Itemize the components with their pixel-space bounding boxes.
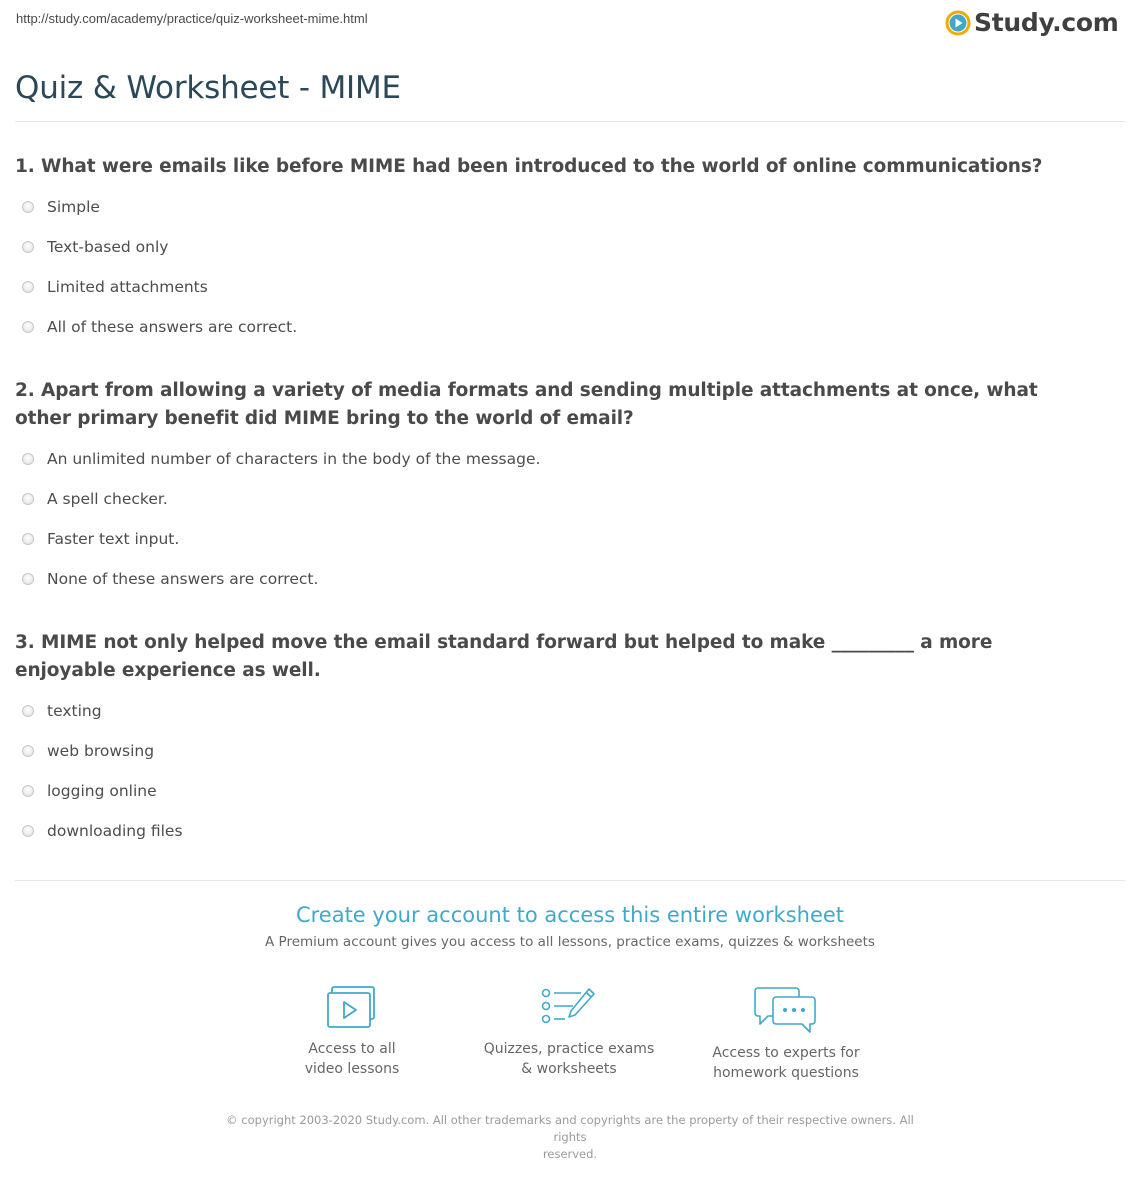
- answer-option[interactable]: [22, 530, 179, 548]
- answer-option[interactable]: [22, 450, 540, 468]
- answer-label: Simple: [47, 198, 100, 216]
- answer-label: texting: [47, 702, 102, 720]
- answer-option[interactable]: [22, 702, 102, 720]
- question-1: 1. What were emails like before MIME had been introduced to the world of online communications?: [15, 156, 1043, 177]
- question-3: 3. MIME not only helped move the email standard forward but helped to make _________ a more enjoyable experience as well.: [15, 632, 993, 681]
- answer-option[interactable]: [22, 198, 100, 216]
- chat-bubbles-icon: [754, 985, 818, 1035]
- radio-button[interactable]: [22, 745, 34, 757]
- radio-button[interactable]: [22, 453, 34, 465]
- feature-video-lessons: [252, 985, 452, 1079]
- study-logo[interactable]: [945, 8, 1119, 37]
- answer-label: Text-based only: [47, 238, 169, 256]
- radio-button[interactable]: [22, 241, 34, 253]
- answer-option[interactable]: [22, 278, 208, 296]
- answer-label: None of these answers are correct.: [47, 570, 319, 588]
- radio-button[interactable]: [22, 281, 34, 293]
- copyright: [210, 1112, 930, 1163]
- quiz-checklist-icon: [541, 985, 597, 1031]
- answer-option[interactable]: [22, 318, 297, 336]
- header-divider: [15, 121, 1125, 122]
- cta-subtitle: A Premium account gives you access to all lessons, practice exams, quizzes & worksheets: [265, 934, 875, 950]
- answer-label: downloading files: [47, 822, 183, 840]
- feature-label-line1: Access to experts for: [712, 1045, 860, 1061]
- feature-label-line1: Quizzes, practice exams: [483, 1041, 655, 1057]
- radio-button[interactable]: [22, 321, 34, 333]
- answer-label: A spell checker.: [47, 490, 168, 508]
- answer-option[interactable]: [22, 490, 168, 508]
- copyright-line1: © copyright 2003-2020 Study.com. All other trademarks and copyrights are the property of their respective owners. All rights: [226, 1113, 914, 1144]
- feature-quizzes: [469, 985, 669, 1079]
- page-title: Quiz & Worksheet - MIME: [15, 70, 401, 106]
- answer-label: Limited attachments: [47, 278, 208, 296]
- answer-option[interactable]: [22, 822, 183, 840]
- play-circle-icon: [945, 10, 971, 36]
- content-divider: [15, 880, 1125, 881]
- answer-option[interactable]: [22, 742, 154, 760]
- answer-option[interactable]: [22, 570, 318, 588]
- feature-label-line2: video lessons: [304, 1061, 400, 1077]
- answer-label: All of these answers are correct.: [47, 318, 298, 336]
- video-lessons-icon: [326, 985, 378, 1031]
- radio-button[interactable]: [22, 533, 34, 545]
- radio-button[interactable]: [22, 201, 34, 213]
- radio-button[interactable]: [22, 825, 34, 837]
- radio-button[interactable]: [22, 493, 34, 505]
- logo-text: Study.com: [974, 8, 1119, 37]
- answer-option[interactable]: [22, 782, 157, 800]
- feature-label-line2: & worksheets: [521, 1061, 617, 1077]
- answer-label: web browsing: [47, 742, 155, 760]
- answer-label: Faster text input.: [47, 530, 180, 548]
- radio-button[interactable]: [22, 785, 34, 797]
- feature-experts: [686, 985, 886, 1083]
- feature-label-line1: Access to all: [308, 1041, 396, 1057]
- question-2: 2. Apart from allowing a variety of media formats and sending multiple attachments at once, what other primary benefit did MIME bring to the world of email?: [15, 380, 1038, 429]
- answer-label: An unlimited number of characters in the body of the message.: [47, 450, 541, 468]
- answer-label: logging online: [47, 782, 157, 800]
- page-url: http://study.com/academy/practice/quiz-worksheet-mime.html: [16, 11, 368, 26]
- feature-label-line2: homework questions: [713, 1065, 859, 1081]
- copyright-line2: reserved.: [542, 1147, 598, 1161]
- radio-button[interactable]: [22, 573, 34, 585]
- create-account-link[interactable]: Create your account to access this entire worksheet: [295, 903, 845, 927]
- answer-option[interactable]: [22, 238, 168, 256]
- radio-button[interactable]: [22, 705, 34, 717]
